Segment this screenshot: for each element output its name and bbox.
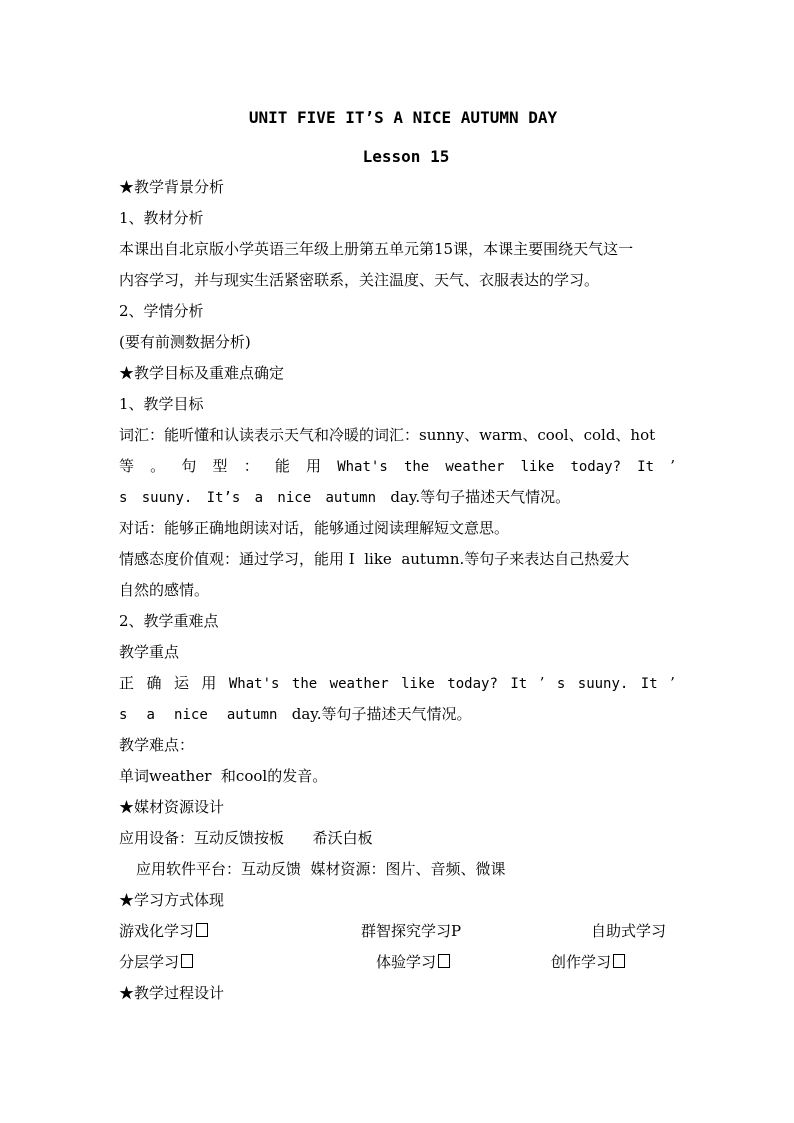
word: 正 [119, 674, 135, 692]
checkbox-icon[interactable] [196, 923, 208, 937]
word: What's [337, 459, 388, 475]
equipment-line: 应用设备：互动反馈按板 希沃白板 [119, 829, 373, 847]
vocab-line-3 [119, 482, 675, 513]
word: the [291, 676, 318, 692]
word: It [510, 676, 528, 692]
word: nice [174, 707, 208, 723]
section-background-header: ★教学背景分析 [119, 178, 225, 196]
emotion-goal-2: 自然的感情。 [119, 581, 210, 599]
word: weather [445, 459, 505, 475]
unit-title: UNIT FIVE IT’S A NICE AUTUMN DAY [248, 108, 558, 127]
word: 等 [119, 457, 135, 475]
word: ’ [539, 674, 545, 692]
word: a [254, 490, 264, 506]
word: s [119, 707, 128, 723]
key-line-2 [119, 699, 675, 730]
word: ： [243, 457, 259, 475]
difficult-header: 教学难点： [119, 736, 195, 754]
word: It [637, 459, 655, 475]
word: ’ [670, 457, 675, 475]
section-media-header: ★媒材资源设计 [119, 798, 225, 816]
word: nice [277, 490, 312, 506]
word: weather [329, 676, 389, 692]
learning-mode-experience: 体验学习 [376, 947, 551, 978]
learning-mode-creation: 创作学习 [551, 947, 625, 978]
software-line: 应用软件平台：互动反馈 媒材资源：图片、音频、微课 [136, 860, 506, 878]
word: 用 [306, 457, 322, 475]
goals-heading: 1、教学目标 [119, 395, 204, 413]
learning-row-2 [119, 947, 675, 978]
word: It [640, 676, 658, 692]
checkbox-icon[interactable] [181, 954, 193, 968]
word: suuny. [141, 490, 193, 506]
learner-analysis-note: (要有前测数据分析) [119, 333, 251, 351]
vocab-line: 词汇：能听懂和认读表示天气和冷暖的词汇：sunny、warm、cool、cold、hot [119, 426, 656, 444]
word: autumn [325, 490, 377, 506]
learning-mode-game: 游戏化学习 [119, 916, 361, 947]
word: a [146, 707, 155, 723]
lesson-title: Lesson 15 [362, 147, 450, 166]
word: s [119, 490, 128, 506]
word: s [556, 676, 566, 692]
section-learning-header: ★学习方式体现 [119, 891, 225, 909]
material-analysis-text-1: 本课出自北京版小学英语三年级上册第五单元第15课，本课主要围绕天气这一 [119, 240, 634, 258]
word: 运 [173, 674, 189, 692]
key-points-heading: 2、教学重难点 [119, 612, 219, 630]
word: day.等句子描述天气情况。 [390, 488, 571, 506]
vocab-line-2 [119, 451, 675, 482]
dialogue-goal: 对话：能够正确地朗读对话，能够通过阅读理解短文意思。 [119, 519, 510, 537]
key-header: 教学重点 [119, 643, 180, 661]
word: 用 [201, 674, 217, 692]
material-analysis-text-2: 内容学习，并与现实生活紧密联系，关注温度、天气、衣服表达的学习。 [119, 271, 600, 289]
word: What's [228, 676, 280, 692]
word: like [401, 676, 435, 692]
learning-mode-layered: 分层学习 [119, 947, 376, 978]
word: ’ [670, 674, 675, 692]
learner-analysis-heading: 2、学情分析 [119, 302, 204, 320]
key-line-1 [119, 668, 675, 699]
word: today? [570, 459, 622, 475]
learning-row-1 [119, 916, 675, 947]
word: suuny. [577, 676, 629, 692]
word: today? [447, 676, 498, 692]
word: 。 [150, 457, 166, 475]
word: like [520, 459, 555, 475]
word: It’s [206, 490, 241, 506]
word: 型 [212, 457, 228, 475]
section-process-header: ★教学过程设计 [119, 984, 225, 1002]
checkbox-icon[interactable] [438, 954, 450, 968]
difficult-line: 单词weather 和cool的发音。 [119, 767, 328, 785]
emotion-goal-1: 情感态度价值观：通过学习，能用 I like autumn.等句子来表达自己热爱大 [119, 550, 630, 568]
word: 能 [274, 457, 290, 475]
word: 句 [181, 457, 197, 475]
word: the [403, 459, 430, 475]
section-goals-header: ★教学目标及重难点确定 [119, 364, 285, 382]
material-analysis-heading: 1、教材分析 [119, 209, 204, 227]
word: autumn [226, 707, 278, 723]
document-content [119, 102, 675, 1009]
word: 确 [146, 674, 162, 692]
learning-mode-group: 群智探究学习P [361, 922, 462, 940]
word: day.等句子描述天气情况。 [291, 705, 472, 723]
checkbox-icon[interactable] [613, 954, 625, 968]
learning-mode-self: 自助式学习 [591, 922, 667, 940]
